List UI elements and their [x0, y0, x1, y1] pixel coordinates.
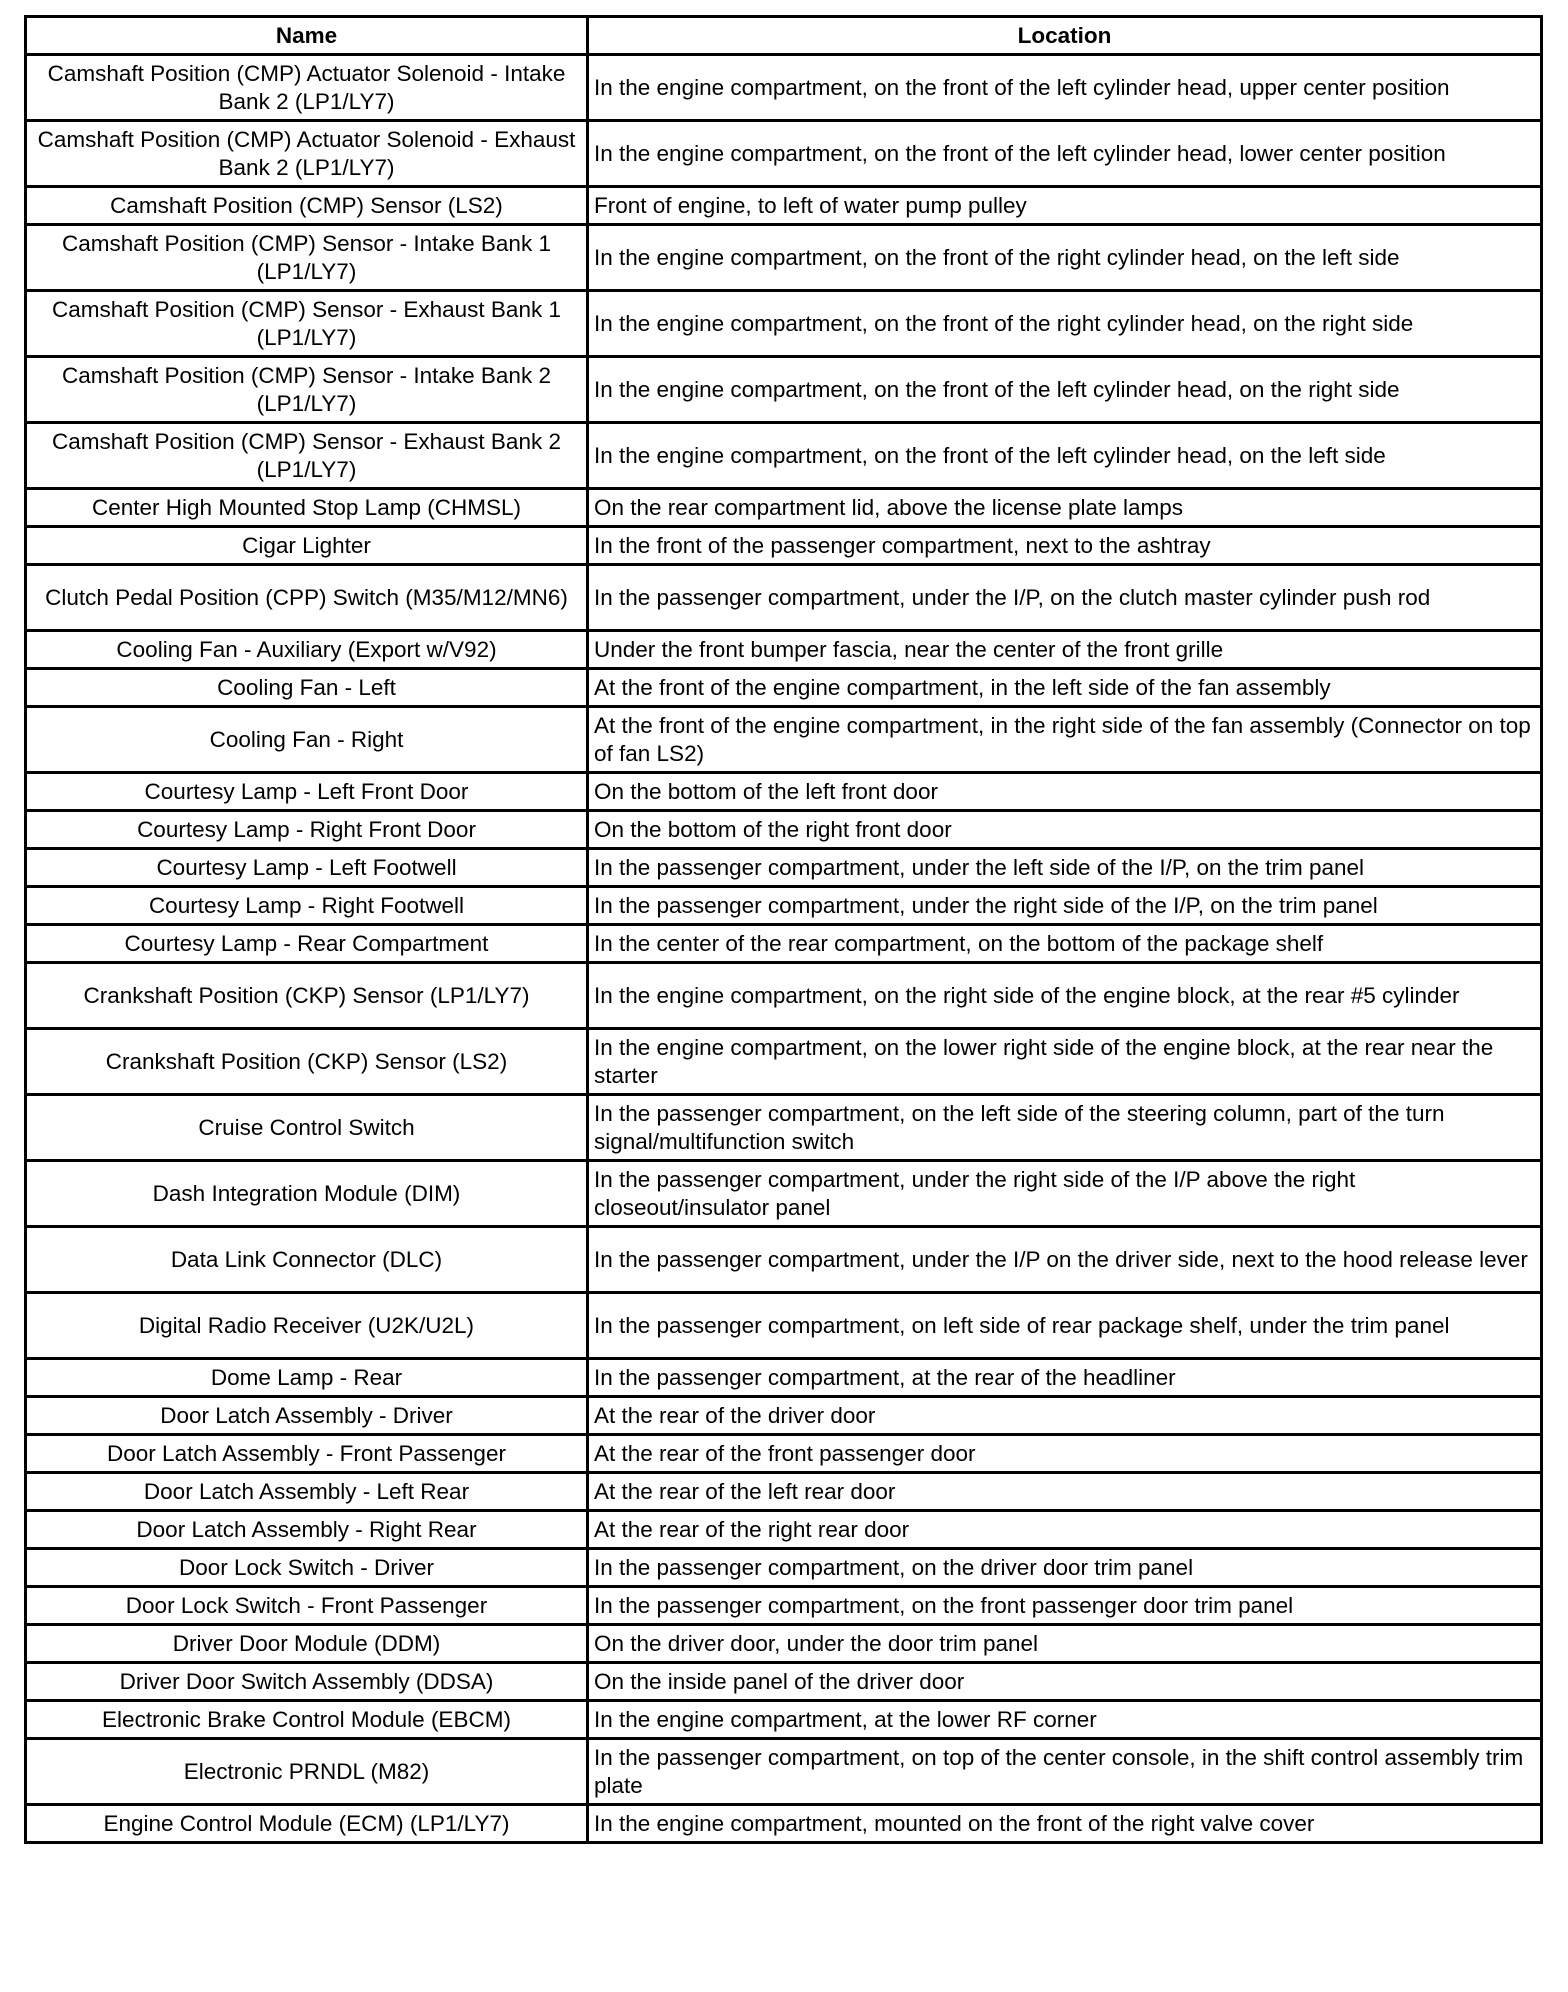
component-location-cell: At the front of the engine compartment, in the right side of the fan assembly (Connector on top of fan LS2) [588, 707, 1542, 773]
table-row [26, 1435, 1542, 1473]
component-location-cell: In the passenger compartment, under the right side of the I/P, on the trim panel [588, 887, 1542, 925]
table-row [26, 527, 1542, 565]
component-name-cell: Crankshaft Position (CKP) Sensor (LS2) [26, 1029, 588, 1095]
component-location-table [24, 15, 1543, 1844]
table-row [26, 773, 1542, 811]
component-name-cell: Courtesy Lamp - Right Footwell [26, 887, 588, 925]
component-location-cell: At the rear of the right rear door [588, 1511, 1542, 1549]
component-location-cell: On the bottom of the left front door [588, 773, 1542, 811]
component-name-cell: Courtesy Lamp - Rear Compartment [26, 925, 588, 963]
component-name-cell: Courtesy Lamp - Left Footwell [26, 849, 588, 887]
header-row [26, 17, 1542, 55]
component-name-cell: Door Latch Assembly - Left Rear [26, 1473, 588, 1511]
table-row [26, 565, 1542, 631]
component-name-cell: Camshaft Position (CMP) Sensor - Intake Bank 1 (LP1/LY7) [26, 225, 588, 291]
component-name-cell: Data Link Connector (DLC) [26, 1227, 588, 1293]
component-name-cell: Camshaft Position (CMP) Actuator Solenoid - Intake Bank 2 (LP1/LY7) [26, 55, 588, 121]
component-location-cell: At the front of the engine compartment, in the left side of the fan assembly [588, 669, 1542, 707]
component-location-cell: At the rear of the driver door [588, 1397, 1542, 1435]
component-name-cell: Courtesy Lamp - Right Front Door [26, 811, 588, 849]
component-name-cell: Dome Lamp - Rear [26, 1359, 588, 1397]
component-name-cell: Camshaft Position (CMP) Actuator Solenoid - Exhaust Bank 2 (LP1/LY7) [26, 121, 588, 187]
component-name-cell: Cigar Lighter [26, 527, 588, 565]
component-name-cell: Clutch Pedal Position (CPP) Switch (M35/M12/MN6) [26, 565, 588, 631]
component-location-cell: In the engine compartment, mounted on the front of the right valve cover [588, 1805, 1542, 1843]
component-name-cell: Courtesy Lamp - Left Front Door [26, 773, 588, 811]
table-row [26, 1161, 1542, 1227]
component-name-cell: Cooling Fan - Left [26, 669, 588, 707]
table-row [26, 489, 1542, 527]
component-location-cell: On the rear compartment lid, above the license plate lamps [588, 489, 1542, 527]
component-location-cell: At the rear of the front passenger door [588, 1435, 1542, 1473]
component-location-cell: In the engine compartment, on the front of the left cylinder head, on the left side [588, 423, 1542, 489]
table-row [26, 963, 1542, 1029]
component-location-cell: In the passenger compartment, under the I/P, on the clutch master cylinder push rod [588, 565, 1542, 631]
component-name-cell: Cooling Fan - Auxiliary (Export w/V92) [26, 631, 588, 669]
table-row [26, 669, 1542, 707]
table-row [26, 1587, 1542, 1625]
component-name-cell: Camshaft Position (CMP) Sensor - Exhaust Bank 2 (LP1/LY7) [26, 423, 588, 489]
table-row [26, 121, 1542, 187]
table-row [26, 1293, 1542, 1359]
component-location-cell: In the engine compartment, on the front of the left cylinder head, on the right side [588, 357, 1542, 423]
component-name-cell: Center High Mounted Stop Lamp (CHMSL) [26, 489, 588, 527]
component-name-cell: Camshaft Position (CMP) Sensor - Exhaust Bank 1 (LP1/LY7) [26, 291, 588, 357]
table-row [26, 1663, 1542, 1701]
component-name-cell: Digital Radio Receiver (U2K/U2L) [26, 1293, 588, 1359]
table-row [26, 1805, 1542, 1843]
component-location-cell: In the passenger compartment, on the left side of the steering column, part of the turn signal/multifunction switch [588, 1095, 1542, 1161]
component-name-cell: Door Latch Assembly - Driver [26, 1397, 588, 1435]
table-row [26, 55, 1542, 121]
component-location-cell: On the inside panel of the driver door [588, 1663, 1542, 1701]
table-row [26, 887, 1542, 925]
component-location-cell: In the engine compartment, on the front of the right cylinder head, on the right side [588, 291, 1542, 357]
component-name-cell: Dash Integration Module (DIM) [26, 1161, 588, 1227]
component-location-cell: In the engine compartment, on the front of the left cylinder head, upper center position [588, 55, 1542, 121]
column-header-location: Location [588, 17, 1542, 55]
table-row [26, 1397, 1542, 1435]
component-location-cell: In the passenger compartment, on the front passenger door trim panel [588, 1587, 1542, 1625]
component-location-cell: In the engine compartment, on the right side of the engine block, at the rear #5 cylinder [588, 963, 1542, 1029]
component-name-cell: Engine Control Module (ECM) (LP1/LY7) [26, 1805, 588, 1843]
table-row [26, 1701, 1542, 1739]
table-row [26, 291, 1542, 357]
table-row [26, 1227, 1542, 1293]
component-name-cell: Door Lock Switch - Front Passenger [26, 1587, 588, 1625]
component-name-cell: Door Latch Assembly - Right Rear [26, 1511, 588, 1549]
component-location-cell: In the passenger compartment, under the right side of the I/P above the right closeout/insulator panel [588, 1161, 1542, 1227]
table-row [26, 225, 1542, 291]
component-location-cell: In the center of the rear compartment, on the bottom of the package shelf [588, 925, 1542, 963]
component-name-cell: Door Latch Assembly - Front Passenger [26, 1435, 588, 1473]
table-body [26, 55, 1542, 1843]
component-name-cell: Electronic Brake Control Module (EBCM) [26, 1701, 588, 1739]
component-location-cell: On the bottom of the right front door [588, 811, 1542, 849]
table-row [26, 423, 1542, 489]
component-location-cell: In the passenger compartment, under the I/P on the driver side, next to the hood release lever [588, 1227, 1542, 1293]
table-row [26, 925, 1542, 963]
table-row [26, 1473, 1542, 1511]
component-location-cell: In the passenger compartment, under the left side of the I/P, on the trim panel [588, 849, 1542, 887]
component-name-cell: Door Lock Switch - Driver [26, 1549, 588, 1587]
table-row [26, 1549, 1542, 1587]
table-row [26, 849, 1542, 887]
component-location-cell: In the engine compartment, on the front of the right cylinder head, on the left side [588, 225, 1542, 291]
component-location-cell: On the driver door, under the door trim panel [588, 1625, 1542, 1663]
table-row [26, 1511, 1542, 1549]
component-name-cell: Camshaft Position (CMP) Sensor (LS2) [26, 187, 588, 225]
component-name-cell: Cruise Control Switch [26, 1095, 588, 1161]
component-location-cell: In the engine compartment, on the lower right side of the engine block, at the rear near the starter [588, 1029, 1542, 1095]
component-location-cell: In the passenger compartment, on the driver door trim panel [588, 1549, 1542, 1587]
component-location-cell: In the passenger compartment, on top of the center console, in the shift control assembly trim plate [588, 1739, 1542, 1805]
table-row [26, 187, 1542, 225]
component-location-cell: Under the front bumper fascia, near the center of the front grille [588, 631, 1542, 669]
component-name-cell: Electronic PRNDL (M82) [26, 1739, 588, 1805]
table-row [26, 1095, 1542, 1161]
component-location-cell: Front of engine, to left of water pump pulley [588, 187, 1542, 225]
component-name-cell: Cooling Fan - Right [26, 707, 588, 773]
table-row [26, 707, 1542, 773]
table-row [26, 811, 1542, 849]
component-location-cell: In the engine compartment, on the front of the left cylinder head, lower center position [588, 121, 1542, 187]
component-name-cell: Crankshaft Position (CKP) Sensor (LP1/LY7) [26, 963, 588, 1029]
column-header-name: Name [26, 17, 588, 55]
table-row [26, 1359, 1542, 1397]
component-location-cell: In the engine compartment, at the lower RF corner [588, 1701, 1542, 1739]
table-row [26, 631, 1542, 669]
component-location-cell: In the passenger compartment, on left side of rear package shelf, under the trim panel [588, 1293, 1542, 1359]
component-name-cell: Driver Door Module (DDM) [26, 1625, 588, 1663]
table-row [26, 357, 1542, 423]
component-location-cell: In the passenger compartment, at the rear of the headliner [588, 1359, 1542, 1397]
component-name-cell: Driver Door Switch Assembly (DDSA) [26, 1663, 588, 1701]
component-location-cell: At the rear of the left rear door [588, 1473, 1542, 1511]
table-row [26, 1029, 1542, 1095]
table-row [26, 1625, 1542, 1663]
table-row [26, 1739, 1542, 1805]
component-name-cell: Camshaft Position (CMP) Sensor - Intake Bank 2 (LP1/LY7) [26, 357, 588, 423]
component-location-cell: In the front of the passenger compartment, next to the ashtray [588, 527, 1542, 565]
